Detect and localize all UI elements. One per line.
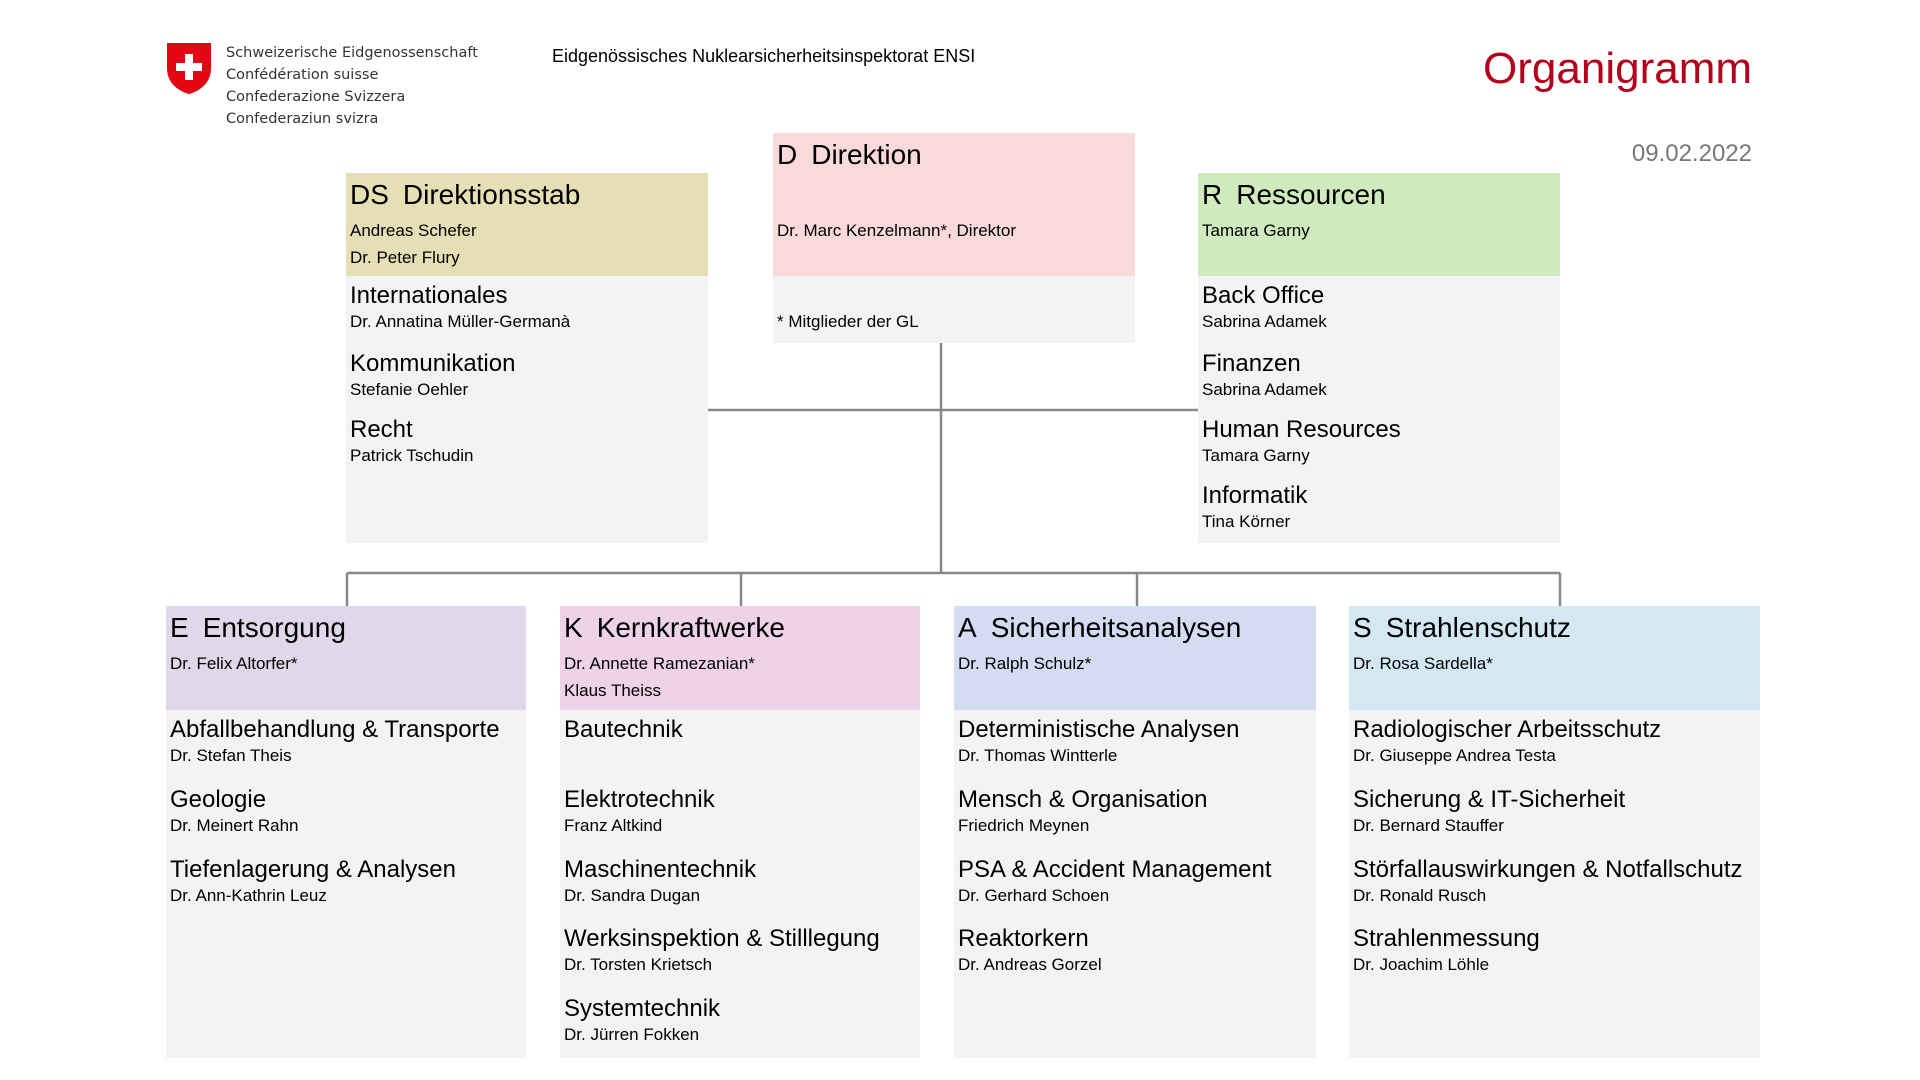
unit-bautechnik [564,715,683,745]
unit-person: Dr. Gerhard Schoen [958,886,1110,905]
unit-person: Dr. Jürren Fokken [564,1025,700,1044]
direktionsstab-name: Direktionsstab [402,179,581,210]
direktionsstab-person: Dr. Peter Flury [350,248,460,267]
unit-name: Back Office [1202,282,1325,309]
entsorgung-name: Entsorgung [202,612,346,643]
direktionsstab-person: Andreas Schefer [350,221,477,240]
sicherheitsanalysen-code: A [958,612,977,643]
unit-maschinentechnik [564,855,756,907]
unit-name: Strahlenmessung [1353,925,1540,952]
box-direktionsstab [346,173,708,543]
unit-sicherung-it-sicherheit [1353,785,1625,837]
box-kernkraftwerke [560,606,920,1058]
unit-name: Recht [350,416,413,443]
sicherheitsanalysen-name: Sicherheitsanalysen [990,612,1242,643]
unit-name: Werksinspektion & Stilllegung [564,925,880,952]
box-ressourcen [1198,173,1560,543]
unit-name: Mensch & Organisation [958,786,1208,813]
unit-name: PSA & Accident Management [958,856,1272,883]
unit-person: Sabrina Adamek [1202,380,1327,399]
direktion-code: D [777,139,798,170]
unit-name: Informatik [1202,482,1308,509]
unit-person: Dr. Joachim Löhle [1353,955,1490,974]
unit-name: Radiologischer Arbeitsschutz [1353,716,1662,743]
unit-person: Patrick Tschudin [350,446,474,465]
unit-strahlenmessung [1353,924,1540,976]
unit-person: Dr. Sandra Dugan [564,886,701,905]
ressourcen-code: R [1202,179,1223,210]
unit-name: Störfallauswirkungen & Notfallschutz [1353,856,1743,883]
unit-tiefenlagerung [170,855,456,907]
agency-name: Eidgenössisches Nuklearsicherheitsinspektorat ENSI [552,46,976,66]
unit-name: Kommunikation [350,350,516,377]
unit-name: Deterministische Analysen [958,716,1240,743]
strahlenschutz-name: Strahlenschutz [1385,612,1571,643]
unit-name: Systemtechnik [564,995,721,1022]
unit-psa-accident-management [958,855,1272,907]
box-sicherheitsanalysen [954,606,1316,1058]
unit-name: Tiefenlagerung & Analysen [170,856,456,883]
unit-person: Dr. Thomas Wintterle [958,746,1118,765]
confederation-it: Confederazione Svizzera [226,89,406,105]
unit-name: Geologie [170,786,267,813]
kernkraftwerke-person: Klaus Theiss [564,681,662,700]
unit-name: Internationales [350,282,508,309]
ressourcen-person: Tamara Garny [1202,221,1310,240]
unit-mensch-organisation [958,785,1207,837]
unit-name: Finanzen [1202,350,1301,377]
unit-person: Tamara Garny [1202,446,1310,465]
unit-name: Reaktorkern [958,925,1089,952]
unit-person: Dr. Meinert Rahn [170,816,299,835]
document-date: 09.02.2022 [1631,140,1752,167]
unit-person: Dr. Stefan Theis [170,746,292,765]
direktionsstab-code: DS [350,179,389,210]
unit-geologie [170,785,299,837]
unit-back-office [1202,281,1327,333]
unit-person: Dr. Giuseppe Andrea Testa [1353,746,1556,765]
unit-person: Friedrich Meynen [958,816,1090,835]
unit-kommunikation [350,349,515,401]
unit-stoerfallauswirkungen [1353,855,1743,907]
entsorgung-code: E [170,612,189,643]
unit-deterministische-analysen [958,715,1239,767]
box-entsorgung [166,606,526,1058]
confederation-de: Schweizerische Eidgenossenschaft [226,45,478,61]
page-title: Organigramm [1483,44,1752,93]
unit-person: Sabrina Adamek [1202,312,1327,331]
kernkraftwerke-code: K [564,612,583,643]
unit-recht [350,415,473,467]
unit-name: Maschinentechnik [564,856,757,883]
box-direktion [773,133,1135,343]
unit-elektrotechnik [564,785,715,837]
confederation-fr: Confédération suisse [226,67,379,83]
unit-human-resources [1202,415,1401,467]
unit-name: Abfallbehandlung & Transporte [170,716,500,743]
direktion-name: Direktion [811,139,922,170]
unit-name: Elektrotechnik [564,786,715,813]
unit-person: Dr. Annatina Müller-Germanà [350,312,571,331]
unit-person: Dr. Ann-Kathrin Leuz [170,886,327,905]
entsorgung-person: Dr. Felix Altorfer* [170,654,298,673]
kernkraftwerke-name: Kernkraftwerke [596,612,785,643]
sicherheitsanalysen-person: Dr. Ralph Schulz* [958,654,1092,673]
strahlenschutz-code: S [1353,612,1372,643]
ressourcen-name: Ressourcen [1236,179,1386,210]
unit-reaktorkern [958,924,1102,976]
unit-name: Human Resources [1202,416,1401,443]
unit-person: Dr. Andreas Gorzel [958,955,1102,974]
unit-person: Franz Altkind [564,816,663,835]
unit-werksinspektion [564,924,880,976]
unit-name: Sicherung & IT-Sicherheit [1353,786,1626,813]
strahlenschutz-person: Dr. Rosa Sardella* [1353,654,1493,673]
unit-person: Stefanie Oehler [350,380,469,399]
unit-internationales [350,281,570,333]
unit-person: Dr. Bernard Stauffer [1353,816,1504,835]
unit-person: Tina Körner [1202,512,1291,531]
gl-footnote: * Mitglieder der GL [777,312,919,331]
box-strahlenschutz [1349,606,1760,1058]
unit-person: Dr. Ronald Rusch [1353,886,1487,905]
unit-name: Bautechnik [564,716,683,743]
unit-informatik [1202,481,1307,533]
kernkraftwerke-person: Dr. Annette Ramezanian* [564,654,755,673]
unit-abfallbehandlung [170,715,500,767]
confederation-rm: Confederaziun svizra [226,111,379,127]
unit-systemtechnik [564,994,720,1046]
unit-finanzen [1202,349,1327,401]
direktion-person: Dr. Marc Kenzelmann*, Direktor [777,221,1017,240]
unit-radiologischer-arbeitsschutz [1353,715,1661,767]
unit-person: Dr. Torsten Krietsch [564,955,713,974]
